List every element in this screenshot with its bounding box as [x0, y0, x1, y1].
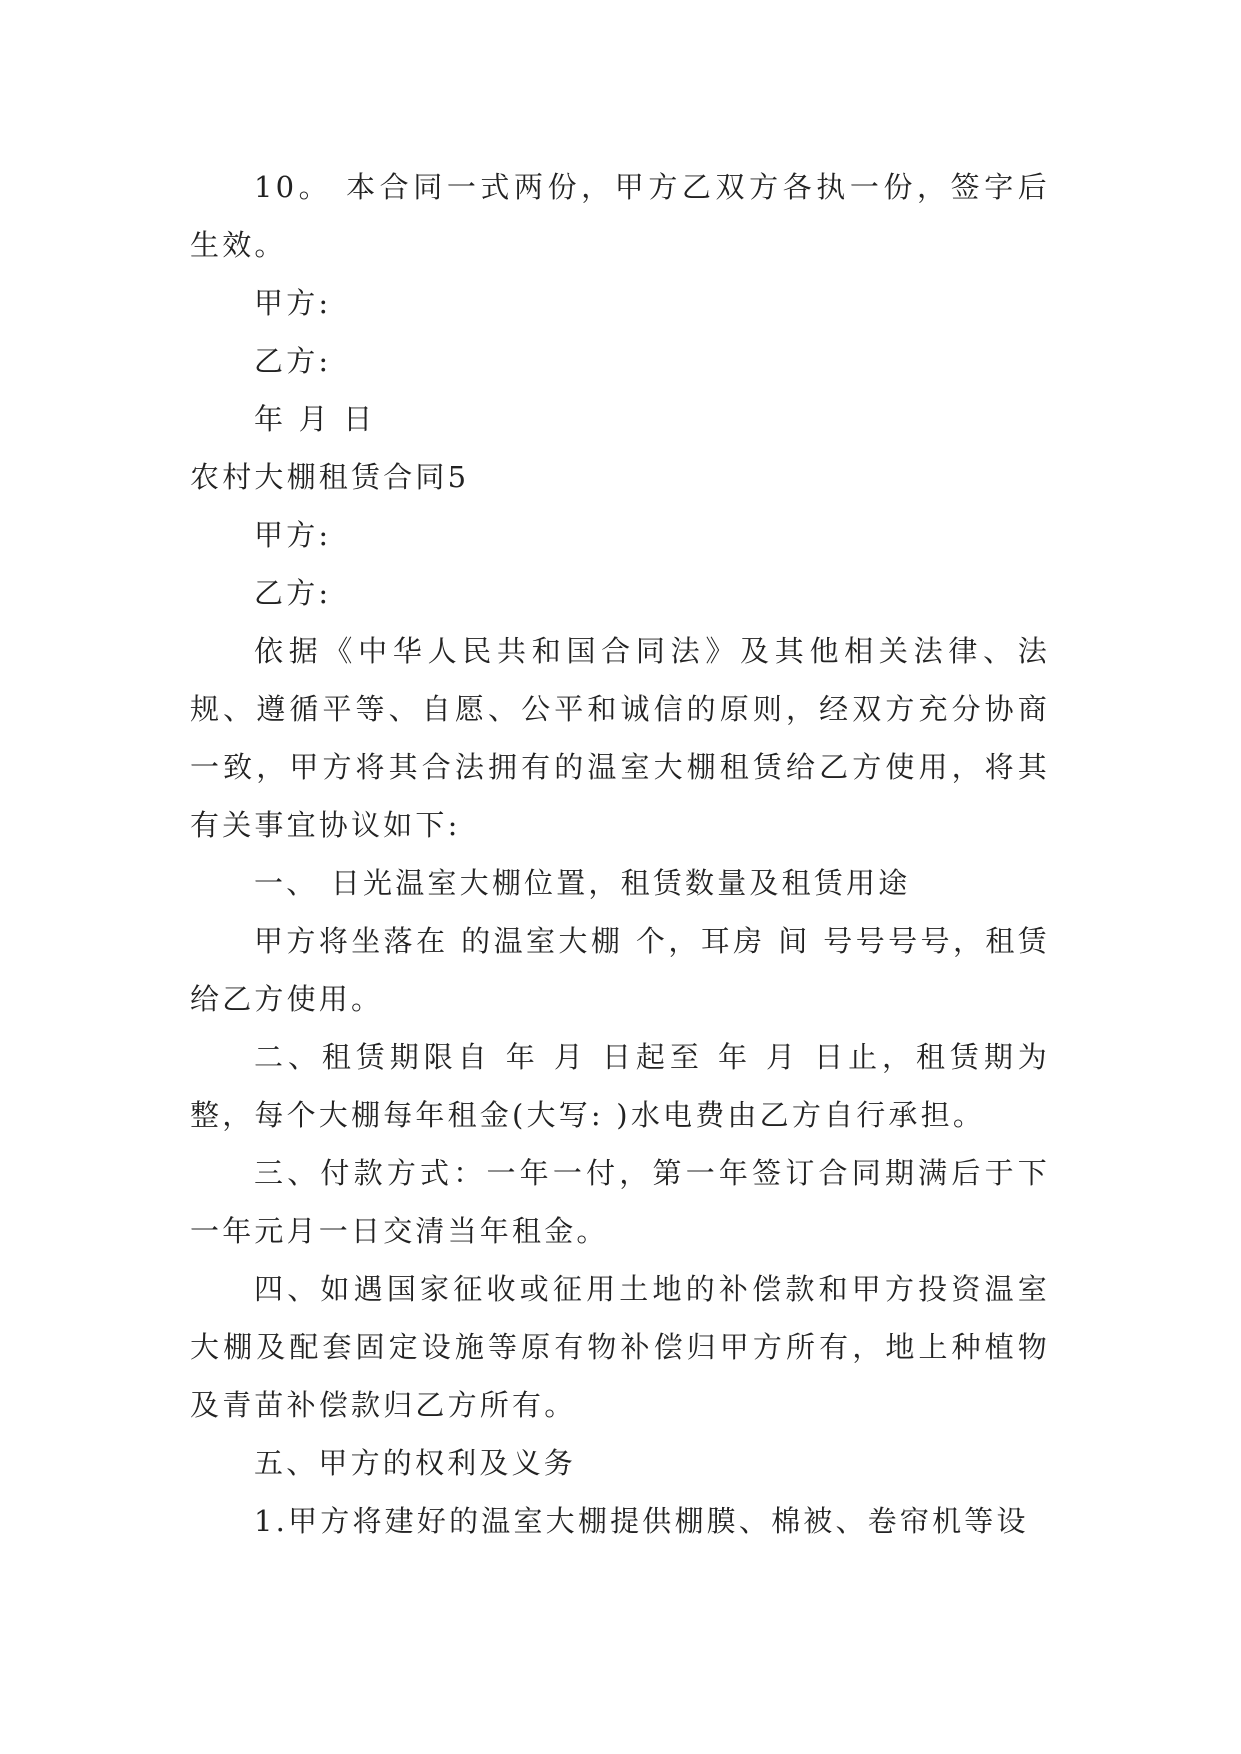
document-body — [190, 158, 1050, 1550]
paragraph-location: 甲方将坐落在 的温室大棚 个，耳房 间 号号号号，租赁给乙方使用。 — [190, 924, 1050, 1016]
paragraph-payment: 三、付款方式：一年一付，第一年签订合同期满后于下一年元月一日交清当年租金。 — [190, 1156, 1050, 1248]
contract-title: 农村大棚租赁合同5 — [190, 460, 470, 494]
paragraph-preamble: 依据《中华人民共和国合同法》及其他相关法律、法规、遵循平等、自愿、公平和诚信的原则，经双方充分协商一致，甲方将其合法拥有的温室大棚租赁给乙方使用，将其有关事宜协议如下: — [190, 634, 1050, 842]
paragraph-compensation: 四、如遇国家征收或征用土地的补偿款和甲方投资温室大棚及配套固定设施等原有物补偿归甲方所有，地上种植物及青苗补偿款归乙方所有。 — [190, 1272, 1050, 1422]
paragraph-contract-copies: 10。 本合同一式两份，甲方乙双方各执一份，签字后生效。 — [190, 170, 1050, 262]
party-b-line: 乙方: — [254, 576, 332, 610]
paragraph-party-a-duty-1: 1.甲方将建好的温室大棚提供棚膜、棉被、卷帘机等设 — [254, 1504, 1029, 1538]
party-b-signature-line: 乙方: — [254, 344, 332, 378]
party-a-signature-line: 甲方: — [254, 286, 332, 320]
date-line: 年 月 日 — [254, 402, 376, 436]
section-heading-5: 五、甲方的权利及义务 — [254, 1446, 577, 1480]
section-heading-1: 一、 日光温室大棚位置，租赁数量及租赁用途 — [254, 866, 911, 900]
paragraph-lease-term: 二、租赁期限自 年 月 日起至 年 月 日止，租赁期为整，每个大棚每年租金(大写: )水电费由乙方自行承担。 — [190, 1040, 1050, 1132]
party-a-line: 甲方: — [254, 518, 332, 552]
